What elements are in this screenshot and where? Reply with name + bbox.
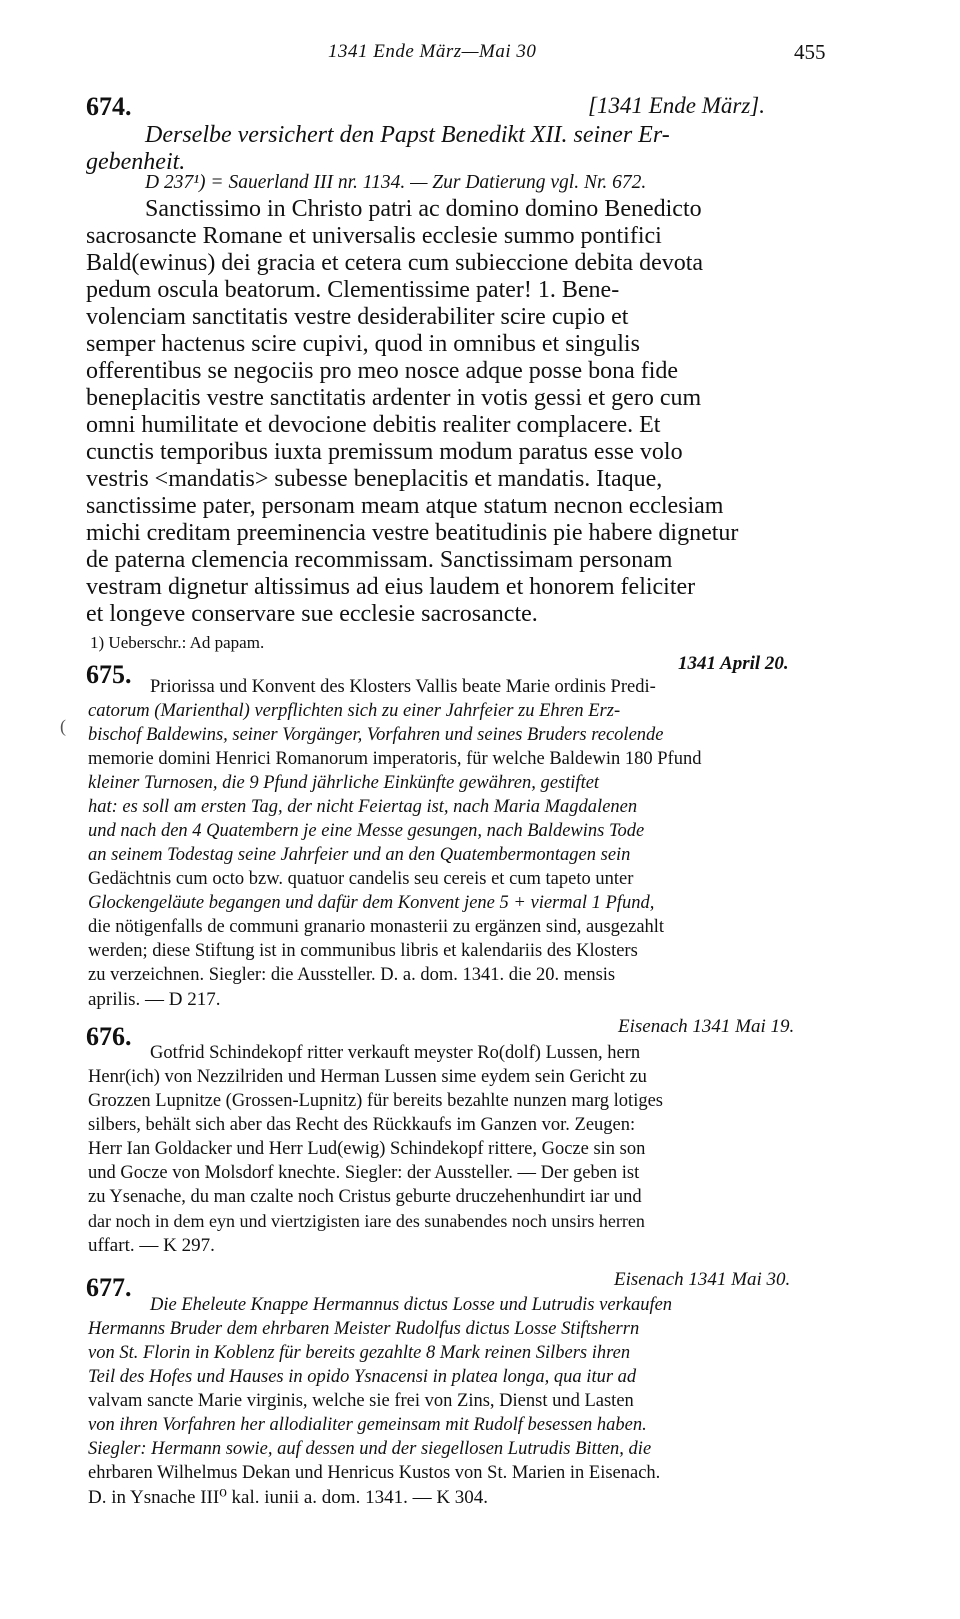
entry-text-line: Sanctissimo in Christo patri ac domino domino Benedicto (145, 196, 702, 222)
entry-text-line: beneplacitis vestre sanctitatis ardenter in votis gessi et gero cum (86, 385, 702, 411)
entry-text-line: offerentibus se negociis pro meo nosce adque posse bona fide (86, 358, 679, 384)
entry-date: 1341 April 20. (678, 653, 789, 674)
entry-number: 674. (86, 92, 132, 121)
running-header: 1341 Ende März—Mai 30 (328, 41, 537, 62)
entry-summary-line: Die Eheleute Knappe Hermannus dictus Losse und Lutrudis verkaufen (150, 1295, 673, 1315)
entry-summary-line: ehrbaren Wilhelmus Dekan und Henricus Kustos von St. Marien in Eisenach. (88, 1463, 661, 1483)
page-number: 455 (794, 40, 826, 64)
entry-summary-line: von ihren Vorfahren her allodialiter gemeinsam mit Rudolf besessen haben. (88, 1415, 647, 1435)
entry-text-line: vestram dignetur altissimus ad eius laudem et honorem feliciter (86, 574, 696, 600)
entry-summary-line: Glockengeläute begangen und dafür dem Konvent jene 5 + viermal 1 Pfund, (88, 893, 655, 913)
entry-summary-line: hat: es soll am ersten Tag, der nicht Feiertag ist, nach Maria Magdalenen (88, 797, 638, 817)
entry-summary-line: valvam sancte Marie virginis, welche sie frei von Zins, Dienst und Lasten (88, 1391, 634, 1411)
footnote: 1) Ueberschr.: Ad papam. (90, 633, 265, 652)
entry-summary-line: an seinem Todestag seine Jahrfeier und an den Quatembermontagen sein (88, 845, 631, 865)
entry-summary-line: D. in Ysnache III⁰ kal. iunii a. dom. 1341. — K 304. (88, 1487, 489, 1508)
entry-summary-line: uffart. — K 297. (88, 1235, 215, 1256)
entry-number: 675. (86, 660, 132, 689)
entry-summary-line: von St. Florin in Koblenz für bereits gezahlte 8 Mark reinen Silbers ihren (88, 1343, 631, 1363)
entry-summary-line: aprilis. — D 217. (88, 989, 221, 1010)
entry-summary-line: dar noch in dem eyn und viertzigisten iare des sunabendes noch unsirs herren (88, 1211, 645, 1231)
entry-text-line: Bald(ewinus) dei gracia et cetera cum subieccione debita devota (86, 250, 704, 276)
entry-summary-line: und nach den 4 Quatembern je eine Messe gesungen, nach Baldewins Tode (88, 821, 645, 841)
entry-text-line: sanctissime pater, personam meam atque statum necnon ecclesiam (86, 493, 724, 519)
entry-summary-line: Hermanns Bruder dem ehrbaren Meister Rudolfus dictus Losse Stiftsherrn (88, 1319, 640, 1339)
entry-summary-line: werden; diese Stiftung ist in communibus libris et kalendariis des Klosters (88, 941, 638, 961)
entry-summary-line: zu Ysenache, du man czalte noch Cristus geburte druczehenhundirt iar und (88, 1187, 642, 1207)
entry-text-line: sacrosancte Romane et universalis ecclesie summo pontifici (86, 223, 662, 249)
entry-date: Eisenach 1341 Mai 19. (618, 1016, 795, 1037)
entry-text-line: et longeve conservare sue ecclesie sacrosancte. (86, 601, 538, 627)
entry-summary-line: Grozzen Lupnitze (Grossen-Lupnitz) für bereits bezahlte nunzen marg lotiges (88, 1091, 663, 1111)
entry-date: [1341 Ende März]. (588, 93, 765, 118)
entry-number: 677. (86, 1273, 132, 1302)
entry-summary-line: zu verzeichnen. Siegler: die Aussteller. D. a. dom. 1341. die 20. mensis (88, 965, 616, 985)
margin-mark: ( (60, 716, 66, 736)
entry-summary-line: die nötigenfalls de communi granario monasterii zu ergänzen sind, ausgezahlt (88, 917, 665, 937)
entry-summary-line: Henr(ich) von Nezzilriden und Herman Lussen sime eydem sein Gericht zu (88, 1067, 647, 1087)
entry-summary-line: Derselbe versichert den Papst Benedikt XII. seiner Er- (145, 122, 670, 148)
entry-summary-line: gebenheit. (86, 149, 186, 175)
entry-text-line: vestris <mandatis> subesse beneplacitis et mandatis. Itaque, (86, 466, 663, 492)
entry-text-line: cunctis temporibus iuxta premissum modum paratus esse volo (86, 439, 683, 465)
entry-text-line: de paterna clemencia recommissam. Sanctissimam personam (86, 547, 673, 573)
entry-source-line: D 237¹) = Sauerland III nr. 1134. — Zur Datierung vgl. Nr. 672. (145, 172, 647, 193)
entry-number: 676. (86, 1022, 132, 1051)
entry-summary-line: memorie domini Henrici Romanorum imperatoris, für welche Baldewin 180 Pfund (88, 749, 702, 769)
entry-summary-line: Herr Ian Goldacker und Herr Lud(ewig) Schindekopf rittere, Gocze sin son (88, 1139, 646, 1159)
entry-summary-line: Gotfrid Schindekopf ritter verkauft meyster Ro(dolf) Lussen, hern (150, 1043, 641, 1063)
entry-text-line: volenciam sanctitatis vestre desiderabiliter scire cupio et (86, 304, 629, 330)
entry-text-line: michi creditam preeminencia vestre beatitudinis pie habere dignetur (86, 520, 739, 546)
entry-summary-line: und Gocze von Molsdorf knechte. Siegler: der Aussteller. — Der geben ist (88, 1163, 640, 1183)
entry-date: Eisenach 1341 Mai 30. (614, 1269, 791, 1290)
entry-summary-line: Priorissa und Konvent des Klosters Vallis beate Marie ordinis Predi- (150, 677, 656, 697)
entry-summary-line: Teil des Hofes und Hauses in opido Ysnacensi in platea longa, qua itur ad (88, 1367, 637, 1387)
entry-summary-line: Gedächtnis cum octo bzw. quatuor candelis seu cereis et cum tapeto unter (88, 869, 634, 889)
entry-summary-line: Siegler: Hermann sowie, auf dessen und der siegellosen Lutrudis Bitten, die (88, 1439, 652, 1459)
entry-text-line: semper hactenus scire cupivi, quod in omnibus et singulis (86, 331, 640, 357)
entry-text-line: omni humilitate et devocione debitis realiter complacere. Et (86, 412, 661, 438)
entry-text-line: pedum oscula beatorum. Clementissime pater! 1. Bene- (86, 277, 620, 303)
entry-summary-line: kleiner Turnosen, die 9 Pfund jährliche Einkünfte gewähren, gestiftet (88, 773, 600, 793)
entry-summary-line: silbers, behält sich aber das Recht des Rückkaufs im Ganzen vor. Zeugen: (88, 1115, 636, 1135)
entry-summary-line: catorum (Marienthal) verpflichten sich zu einer Jahrfeier zu Ehren Erz- (88, 701, 621, 721)
entry-summary-line: bischof Baldewins, seiner Vorgänger, Vorfahren und seines Bruders recolende (88, 725, 664, 745)
